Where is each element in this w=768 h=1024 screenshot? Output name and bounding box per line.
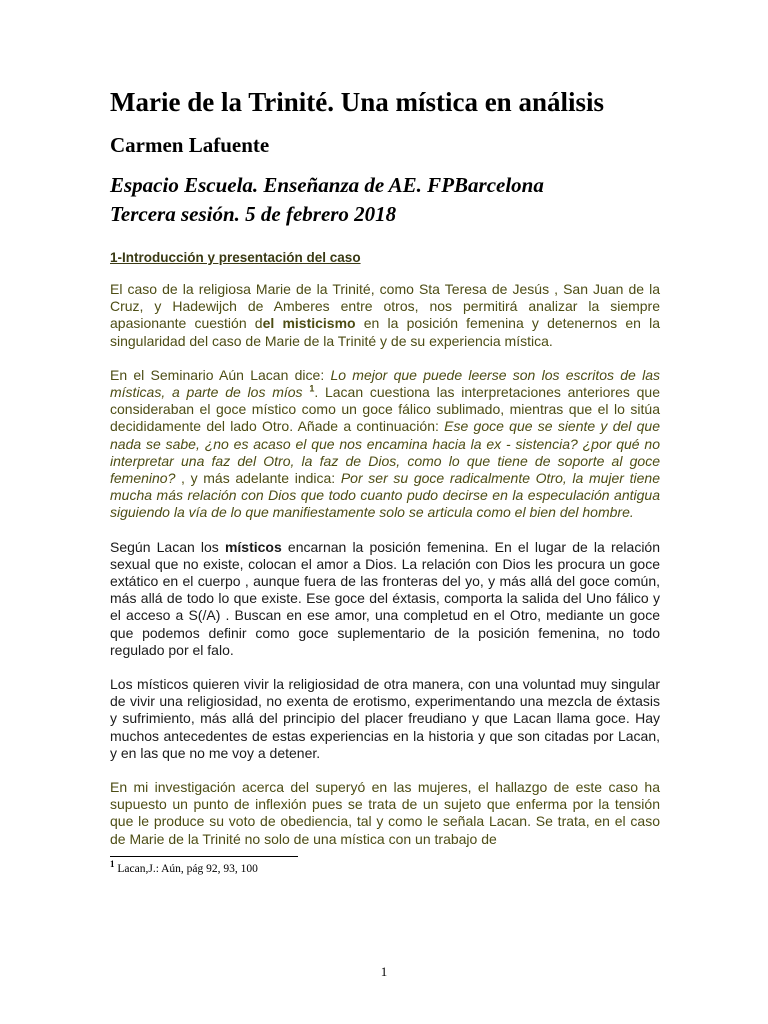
page-number: 1 bbox=[380, 964, 388, 979]
footnote bbox=[110, 859, 660, 875]
paragraph-2-quote-3: Por ser su goce radicalmente Otro, la mujer tiene mucha más relación con Dios que todo cuanto pudo decirse en la especulación antigua siguiendo la vía de lo que manifiestamente solo se articula como el bien del hombre. bbox=[110, 470, 660, 521]
subtitle-line-2: Tercera sesión. 5 de febrero 2018 bbox=[110, 202, 397, 226]
paragraph-5: En mi investigación acerca del superyó en las mujeres, el hallazgo de este caso ha supuesto un punto de inflexión pues se trata de un sujeto que enferma por la tensión que le produce su voto de obediencia, tal y como le señala Lacan. Se trata, en el caso de Marie de la Trinité no solo de una mística con un trabajo de bbox=[110, 779, 660, 847]
paragraph-4: Los místicos quieren vivir la religiosidad de otra manera, con una voluntad muy singular de vivir una religiosidad, no exenta de erotismo, experimentando una mezcla de éxtasis y sufrimiento, más allá del principio del placer freudiano y que Lacan llama goce. Hay muchos antecedentes de estas experiencias en la historia y que son citadas por Lacan, y en las que no me voy a detener. bbox=[110, 676, 660, 761]
paragraph-2-text-e: , y más adelante indica: bbox=[175, 470, 341, 487]
paragraph-1-text-a: El caso de la religiosa Marie de la Trinité, como Sta Teresa de Jesús , San Juan de la Cruz, y Hadewijch de Amberes entre otros, nos permitirá analizar la siempre apasionante cuestión d bbox=[110, 281, 660, 332]
document-title: Marie de la Trinité. Una mística en análisis bbox=[110, 87, 604, 117]
paragraph-2-quote-1: Lo mejor que puede leerse son los escritos de las místicas, a parte de los míos bbox=[110, 366, 660, 401]
paragraph-2-text-a: En el Seminario Aún Lacan dice: bbox=[110, 366, 331, 383]
subtitle-line-1: Espacio Escuela. Enseñanza de AE. FPBarcelona bbox=[110, 173, 544, 197]
section-heading: 1-Introducción y presentación del caso bbox=[110, 250, 361, 265]
paragraph-3-bold-term: místicos bbox=[224, 538, 282, 555]
paragraph-1-bold-term: el misticismo bbox=[262, 315, 356, 332]
footnote-divider bbox=[110, 856, 298, 857]
document-subtitle bbox=[110, 171, 660, 229]
paragraph-3-text-c: encarnan la posición femenina. En el lugar de la relación sexual que no existe, colocan el amor a Dios. La relación con Dios les procura un goce extático en el cuerpo , aunque fuera de las fronteras del yo, y más allá del goce común, más allá de todo lo que existe. Ese goce del éxtasis, comporta la salida del Uno fálico y el acceso a S(/A) . Buscan en ese amor, una completud en el Otro, mediante un goce que podemos definir como goce suplementario de la posición femenina, no todo regulado por el falo. bbox=[110, 538, 660, 658]
paragraph-1 bbox=[110, 281, 660, 350]
paragraph-1-text-c: en la posición femenina y detenernos en la singularidad del caso de Marie de la Trinité y de su experiencia mística. bbox=[110, 315, 661, 349]
author-name: Carmen Lafuente bbox=[110, 133, 270, 157]
paragraph-3 bbox=[110, 539, 660, 659]
paragraph-3-text-a: Según Lacan los bbox=[110, 538, 225, 555]
footnote-mark: 1 bbox=[110, 859, 115, 870]
paragraph-2-quote-2: Ese goce que se siente y del que nada se sabe, ¿no es acaso el que nos encamina hacia la ex - sistencia? ¿por qué no interpretar una faz del Otro, la faz de Dios, como lo que tiene de soporte al goce femenino? bbox=[110, 418, 660, 487]
footnote-text: Lacan,J.: Aún, pág 92, 93, 100 bbox=[114, 862, 258, 875]
footnote-reference: 1 bbox=[309, 383, 315, 394]
paragraph-2 bbox=[110, 367, 660, 522]
paragraph-2-text-c: . Lacan cuestiona las interpretaciones anteriores que consideraban el goce místico como un goce fálico sublimado, mientras que el lo sitúa decididamente del lado Otro. Añade a continuación: bbox=[110, 384, 660, 435]
